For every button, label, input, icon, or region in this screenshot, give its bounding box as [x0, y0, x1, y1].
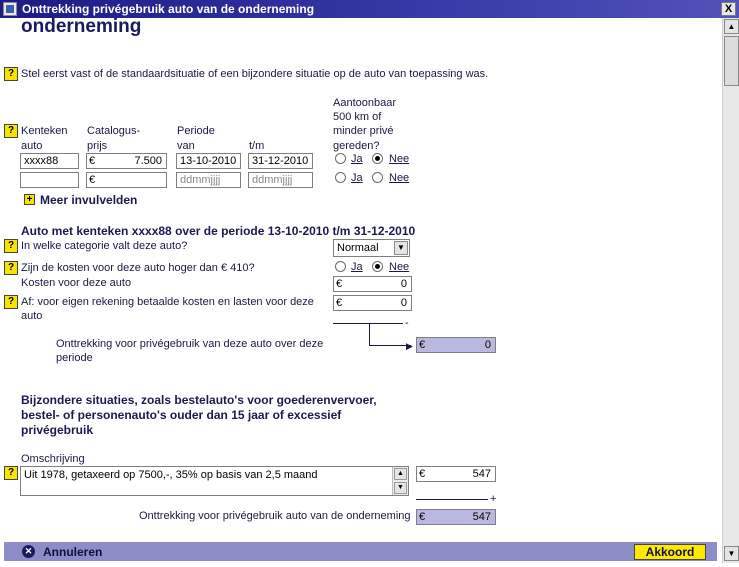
close-button[interactable]: X: [721, 2, 736, 16]
costs-radio-ja-label: Ja: [351, 261, 363, 273]
radio-ja-2[interactable]: [335, 172, 346, 183]
textarea-scrollbar[interactable]: [392, 467, 408, 495]
special-amount-input[interactable]: [416, 466, 496, 482]
help-icon[interactable]: ?: [4, 67, 18, 81]
costs-radio-nee-label: Nee: [389, 261, 410, 273]
header-catalogus-2: prijs: [87, 140, 108, 152]
costs-radio-nee-selected[interactable]: [372, 261, 383, 272]
catalogusprijs-input[interactable]: [86, 153, 167, 169]
af-value: 0: [400, 297, 407, 309]
date-placeholder: ddmmjjjj: [180, 174, 221, 186]
header-periode-van: van: [177, 140, 195, 152]
omschrijving-label: Omschrijving: [21, 453, 85, 465]
subtraction-line: [333, 323, 403, 324]
scroll-up-icon[interactable]: ▲: [724, 19, 739, 34]
cancel-button[interactable]: Annuleren: [43, 545, 103, 559]
kenteken-input[interactable]: [20, 153, 79, 169]
header-aantoonbaar-4: gereden?: [333, 140, 380, 152]
kosten-input[interactable]: [333, 276, 412, 292]
special-title: Bijzondere situaties, zoals bestelauto's voor goederenvervoer, bestel- of personenauto's ouder dan 15 jaar of excessief privégebruik: [21, 393, 377, 437]
page-heading: onderneming: [21, 16, 142, 37]
scroll-up-icon[interactable]: ▲: [394, 468, 407, 480]
category-question: In welke categorie valt deze auto?: [21, 240, 188, 252]
radio-nee-label-2: Nee: [389, 172, 410, 184]
periode-tm-input-2[interactable]: [248, 172, 313, 188]
category-select[interactable]: [333, 239, 410, 257]
radio-nee-2[interactable]: [372, 172, 383, 183]
periode-van-input-2[interactable]: [176, 172, 241, 188]
arrow-right-icon: ▶: [406, 341, 413, 351]
chevron-down-icon[interactable]: ▼: [394, 241, 408, 255]
periode-tm-value: 31-12-2010: [252, 155, 309, 167]
section-title: Auto met kenteken xxxx88 over de periode 13-10-2010 t/m 31-12-2010: [21, 224, 416, 238]
costs-radio-ja[interactable]: [335, 261, 346, 272]
currency-symbol: €: [336, 297, 343, 309]
header-tm: t/m: [249, 140, 265, 152]
connector-line: [369, 345, 411, 346]
scroll-down-icon[interactable]: ▼: [394, 482, 407, 494]
meer-invulvelden-link[interactable]: Meer invulvelden: [40, 193, 138, 207]
help-icon[interactable]: ?: [4, 466, 18, 480]
radio-nee-selected[interactable]: [372, 153, 383, 164]
catalogusprijs-value: 7.500: [134, 155, 162, 167]
total-value: 547: [472, 511, 491, 523]
total-label: Onttrekking voor privégebruik auto van de onderneming: [139, 510, 411, 522]
currency-symbol: €: [419, 511, 426, 523]
kenteken-input-2[interactable]: [20, 172, 79, 188]
catalogusprijs-input-2[interactable]: [86, 172, 167, 188]
header-kenteken: Kenteken: [21, 125, 68, 137]
currency-symbol: €: [89, 155, 96, 167]
kosten-label: Kosten voor deze auto: [21, 277, 132, 289]
special-amount-value: 547: [472, 468, 491, 480]
ok-button[interactable]: Akkoord: [634, 544, 706, 560]
costs-question: Zijn de kosten voor deze auto hoger dan € 410?: [21, 262, 255, 274]
expand-plus-icon[interactable]: +: [24, 194, 35, 205]
currency-symbol: €: [419, 339, 426, 351]
header-catalogus: Catalogus-: [87, 125, 141, 137]
currency-symbol: €: [336, 278, 343, 290]
intro-text: Stel eerst vast of de standaardsituatie of een bijzondere situatie op de auto van toepassing was.: [21, 68, 489, 80]
currency-symbol: €: [89, 174, 96, 186]
radio-nee-label: Nee: [389, 153, 410, 165]
help-icon[interactable]: ?: [4, 124, 18, 138]
help-icon[interactable]: ?: [4, 261, 18, 275]
scroll-thumb[interactable]: [724, 36, 739, 86]
radio-ja-label: Ja: [351, 153, 363, 165]
vertical-scrollbar[interactable]: [722, 18, 739, 563]
addition-line: [416, 499, 488, 500]
cancel-icon[interactable]: ✕: [22, 545, 35, 558]
radio-ja-label-2: Ja: [351, 172, 363, 184]
minus-sign: -: [405, 317, 409, 329]
af-input[interactable]: [333, 295, 412, 311]
connector-line: [369, 324, 370, 346]
app-icon: [3, 2, 17, 16]
header-aantoonbaar-3: minder privé: [333, 125, 394, 137]
onttrekking-label: Onttrekking voor privégebruik van deze auto over deze periode: [56, 338, 324, 364]
periode-van-value: 13-10-2010: [180, 155, 237, 167]
bottom-action-bar: [4, 542, 717, 561]
omschrijving-textarea[interactable]: [20, 466, 409, 496]
onttrekking-result: [416, 337, 496, 353]
total-result: [416, 509, 496, 525]
date-placeholder: ddmmjjjj: [252, 174, 293, 186]
onttrekking-value: 0: [484, 339, 491, 351]
category-value: Normaal: [337, 242, 379, 254]
omschrijving-value: Uit 1978, getaxeerd op 7500,-, 35% op basis van 2,5 maand: [24, 469, 318, 481]
header-aantoonbaar: Aantoonbaar: [333, 97, 396, 109]
plus-sign: +: [490, 493, 497, 505]
help-icon[interactable]: ?: [4, 295, 18, 309]
header-kenteken-2: auto: [21, 140, 43, 152]
help-icon[interactable]: ?: [4, 239, 18, 253]
kenteken-value: xxxx88: [24, 155, 59, 167]
periode-van-input[interactable]: [176, 153, 241, 169]
header-aantoonbaar-2: 500 km of: [333, 111, 382, 123]
window-title: Onttrekking privégebruik auto van de onderneming: [22, 2, 315, 16]
currency-symbol: €: [419, 468, 426, 480]
scroll-down-icon[interactable]: ▼: [724, 546, 739, 561]
kosten-value: 0: [400, 278, 407, 290]
periode-tm-input[interactable]: [248, 153, 313, 169]
header-periode: Periode: [177, 125, 215, 137]
radio-ja[interactable]: [335, 153, 346, 164]
af-label: Af: voor eigen rekening betaalde kosten en lasten voor deze auto: [21, 296, 314, 322]
